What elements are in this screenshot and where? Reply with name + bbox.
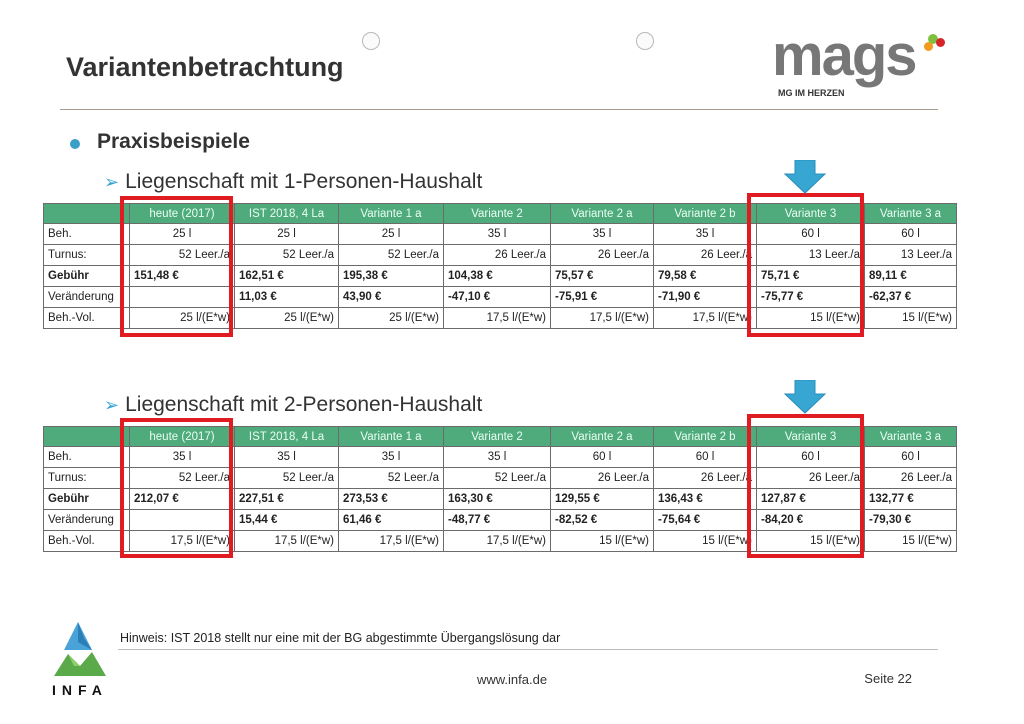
table-cell: 60 l [757, 224, 865, 245]
table-cell: 13 Leer./a [865, 245, 957, 266]
mags-logo [760, 23, 950, 100]
column-header: IST 2018, 4 La [235, 204, 339, 224]
table-cell: 26 Leer./a [551, 468, 654, 489]
table-cell: 52 Leer./a [130, 245, 235, 266]
table-cell: 136,43 € [654, 489, 757, 510]
table-cell: 60 l [551, 447, 654, 468]
table-cell: 212,07 € [130, 489, 235, 510]
arrow-bullet-icon: ➢ [104, 395, 120, 415]
table-cell: 17,5 l/(E*w) [444, 531, 551, 552]
table-cell: 35 l [444, 224, 551, 245]
row-label: Veränderung [44, 510, 130, 531]
table-cell: 17,5 l/(E*w) [339, 531, 444, 552]
table-cell: 35 l [654, 224, 757, 245]
table-cell: 89,11 € [865, 266, 957, 287]
table-cell: 26 Leer./a [654, 245, 757, 266]
table-cell: -48,77 € [444, 510, 551, 531]
table-cell: 273,53 € [339, 489, 444, 510]
table-cell: 75,57 € [551, 266, 654, 287]
down-arrow-icon [783, 160, 827, 194]
table1-heading [104, 170, 482, 194]
table-cell: 15 l/(E*w) [757, 308, 865, 329]
column-header: Variante 2 b [654, 427, 757, 447]
table-cell: 227,51 € [235, 489, 339, 510]
table-cell: 35 l [235, 447, 339, 468]
column-header: Variante 3 a [865, 204, 957, 224]
infa-wordmark: INFA [52, 682, 108, 698]
logo-subtitle: MG IM HERZEN [778, 88, 845, 98]
table-cell: 26 Leer./a [757, 468, 865, 489]
page-number: Seite 22 [864, 671, 912, 686]
header-corner [44, 204, 130, 224]
table-cell: 35 l [130, 447, 235, 468]
table-cell: 26 Leer./a [865, 468, 957, 489]
table-cell: 35 l [551, 224, 654, 245]
table-cell: 11,03 € [235, 287, 339, 308]
table-cell: 15 l/(E*w) [865, 531, 957, 552]
table-cell: -62,37 € [865, 287, 957, 308]
row-label: Turnus: [44, 245, 130, 266]
table-cell: 127,87 € [757, 489, 865, 510]
page-title: Variantenbetrachtung [66, 52, 344, 82]
row-label: Beh.-Vol. [44, 531, 130, 552]
punch-hole [362, 32, 380, 50]
header-corner [44, 427, 130, 447]
table-cell: -75,77 € [757, 287, 865, 308]
table-cell: 61,46 € [339, 510, 444, 531]
table-cell: -71,90 € [654, 287, 757, 308]
table-cell: 15,44 € [235, 510, 339, 531]
column-header: heute (2017) [130, 427, 235, 447]
table-cell: 26 Leer./a [444, 245, 551, 266]
table-cell: 52 Leer./a [339, 468, 444, 489]
table-cell: 79,58 € [654, 266, 757, 287]
table-cell: 15 l/(E*w) [757, 531, 865, 552]
down-arrow-icon [783, 380, 827, 414]
table1-heading-text: Liegenschaft mit 1-Personen-Haushalt [125, 170, 483, 193]
table-cell: 17,5 l/(E*w) [654, 308, 757, 329]
table-cell: 26 Leer./a [654, 468, 757, 489]
table-cell: -75,64 € [654, 510, 757, 531]
table-cell: 52 Leer./a [444, 468, 551, 489]
table-cell: 52 Leer./a [339, 245, 444, 266]
table-cell: 13 Leer./a [757, 245, 865, 266]
table-cell: 43,90 € [339, 287, 444, 308]
highlight-box-variante3-2 [747, 414, 864, 558]
row-label: Beh. [44, 224, 130, 245]
table-cell: 104,38 € [444, 266, 551, 287]
highlight-box-heute-1 [120, 196, 233, 337]
table-cell: 195,38 € [339, 266, 444, 287]
table-cell: 17,5 l/(E*w) [551, 308, 654, 329]
arrow-bullet-icon: ➢ [104, 172, 120, 192]
table-cell: 52 Leer./a [235, 468, 339, 489]
column-header: Variante 2 [444, 427, 551, 447]
table-cell: 75,71 € [757, 266, 865, 287]
table-cell: 52 Leer./a [130, 468, 235, 489]
row-label: Beh. [44, 447, 130, 468]
row-label: Gebühr [44, 266, 130, 287]
header-divider [60, 109, 938, 110]
table-cell: 163,30 € [444, 489, 551, 510]
column-header: Variante 2 a [551, 427, 654, 447]
table-cell: 25 l [339, 224, 444, 245]
table2-heading [104, 393, 482, 417]
column-header: Variante 2 b [654, 204, 757, 224]
table-cell: 132,77 € [865, 489, 957, 510]
table-cell: 26 Leer./a [551, 245, 654, 266]
logo-dot-orange [924, 42, 933, 51]
table-cell: 15 l/(E*w) [865, 308, 957, 329]
column-header: Variante 2 a [551, 204, 654, 224]
table-cell: 52 Leer./a [235, 245, 339, 266]
table-cell: 15 l/(E*w) [654, 531, 757, 552]
column-header: Variante 3 [757, 427, 865, 447]
table-cell: 60 l [757, 447, 865, 468]
highlight-box-heute-2 [120, 418, 233, 558]
column-header: heute (2017) [130, 204, 235, 224]
table-cell: 25 l/(E*w) [130, 308, 235, 329]
punch-hole [636, 32, 654, 50]
row-label: Gebühr [44, 489, 130, 510]
table-cell: 25 l/(E*w) [339, 308, 444, 329]
table-cell: -79,30 € [865, 510, 957, 531]
section-heading: Praxisbeispiele [97, 130, 250, 153]
table-cell: -82,52 € [551, 510, 654, 531]
table-cell: 151,48 € [130, 266, 235, 287]
logo-dot-red [936, 38, 945, 47]
row-label: Beh.-Vol. [44, 308, 130, 329]
table-cell: 129,55 € [551, 489, 654, 510]
table-cell: 35 l [339, 447, 444, 468]
table-cell: 60 l [865, 224, 957, 245]
table-cell: 17,5 l/(E*w) [444, 308, 551, 329]
column-header: Variante 1 a [339, 427, 444, 447]
column-header: Variante 2 [444, 204, 551, 224]
footer-divider [118, 649, 938, 650]
table-cell: 25 l/(E*w) [235, 308, 339, 329]
column-header: Variante 3 [757, 204, 865, 224]
column-header: Variante 3 a [865, 427, 957, 447]
bullet-icon [70, 139, 80, 149]
row-label: Turnus: [44, 468, 130, 489]
table-cell: 60 l [654, 447, 757, 468]
table-cell: 17,5 l/(E*w) [130, 531, 235, 552]
table-cell: 162,51 € [235, 266, 339, 287]
table-cell: 15 l/(E*w) [551, 531, 654, 552]
table2-heading-text: Liegenschaft mit 2-Personen-Haushalt [125, 393, 483, 416]
table-cell: 35 l [444, 447, 551, 468]
table-cell: 25 l [235, 224, 339, 245]
table-cell: 17,5 l/(E*w) [235, 531, 339, 552]
table-cell: -84,20 € [757, 510, 865, 531]
highlight-box-variante3-1 [747, 193, 864, 337]
logo-wordmark: mags [772, 23, 916, 88]
table-cell: -47,10 € [444, 287, 551, 308]
column-header: Variante 1 a [339, 204, 444, 224]
table-cell: 60 l [865, 447, 957, 468]
table-cell: -75,91 € [551, 287, 654, 308]
footer-hint: Hinweis: IST 2018 stellt nur eine mit der BG abgestimmte Übergangslösung dar [120, 631, 561, 645]
column-header: IST 2018, 4 La [235, 427, 339, 447]
footer-url: www.infa.de [476, 672, 548, 687]
row-label: Veränderung [44, 287, 130, 308]
table-cell: 25 l [130, 224, 235, 245]
